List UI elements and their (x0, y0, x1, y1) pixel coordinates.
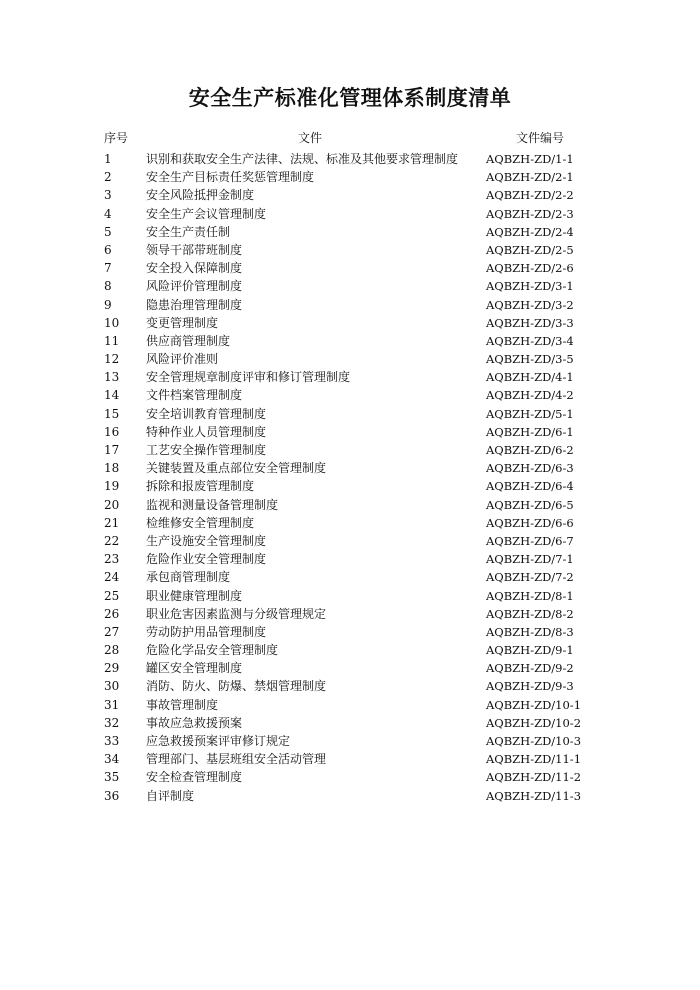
item-code: AQBZH-ZD/2-4 (486, 224, 574, 239)
list-item (0, 477, 700, 495)
item-code: AQBZH-ZD/3-1 (486, 279, 574, 294)
item-name: 罐区安全管理制度 (146, 661, 243, 676)
list-item (0, 441, 700, 459)
item-name: 职业危害因素监测与分级管理规定 (146, 606, 327, 621)
item-number: 7 (104, 261, 112, 276)
list-item (0, 386, 700, 404)
item-name: 风险评价准则 (146, 352, 219, 367)
header-code: 文件编号 (516, 131, 565, 145)
item-number: 26 (104, 606, 120, 621)
item-number: 28 (104, 643, 120, 658)
list-item (0, 350, 700, 368)
item-name: 风险评价管理制度 (146, 279, 243, 294)
item-number: 11 (104, 333, 120, 348)
list-item (0, 186, 700, 204)
list-item (0, 550, 700, 568)
item-code: AQBZH-ZD/9-1 (486, 643, 574, 658)
item-number: 3 (104, 188, 112, 203)
item-name: 特种作业人员管理制度 (146, 424, 267, 439)
list-item (0, 277, 700, 295)
item-name: 检维修安全管理制度 (146, 515, 255, 530)
item-name: 自评制度 (146, 788, 195, 803)
list-item (0, 714, 700, 732)
item-number: 13 (104, 370, 120, 385)
item-code: AQBZH-ZD/8-2 (486, 606, 574, 621)
item-number: 20 (104, 497, 120, 512)
document-list (0, 128, 700, 805)
item-code: AQBZH-ZD/2-6 (486, 261, 574, 276)
item-name: 管理部门、基层班组安全活动管理 (146, 752, 327, 767)
item-name: 危险作业安全管理制度 (146, 552, 267, 567)
item-name: 变更管理制度 (146, 315, 219, 330)
item-name: 安全生产责任制 (146, 224, 231, 239)
item-name: 职业健康管理制度 (146, 588, 243, 603)
item-code: AQBZH-ZD/11-3 (486, 788, 582, 803)
list-item (0, 623, 700, 641)
item-code: AQBZH-ZD/10-2 (486, 715, 582, 730)
item-number: 31 (104, 697, 120, 712)
item-code: AQBZH-ZD/10-3 (486, 734, 582, 748)
item-code: AQBZH-ZD/6-7 (486, 533, 574, 548)
item-code: AQBZH-ZD/3-3 (486, 315, 574, 330)
item-code: AQBZH-ZD/6-1 (486, 424, 574, 439)
item-name: 安全生产会议管理制度 (146, 206, 267, 221)
item-name: 生产设施安全管理制度 (146, 533, 267, 548)
list-item (0, 405, 700, 423)
list-item (0, 732, 700, 750)
list-rows (0, 150, 700, 805)
list-item (0, 677, 700, 695)
item-number: 18 (104, 461, 120, 476)
item-code: AQBZH-ZD/8-1 (486, 588, 574, 603)
list-item (0, 296, 700, 314)
list-item (0, 168, 700, 186)
list-item (0, 605, 700, 623)
item-number: 33 (104, 734, 120, 748)
item-number: 35 (104, 770, 120, 785)
list-item (0, 568, 700, 586)
item-number: 34 (104, 752, 120, 767)
item-number: 2 (104, 170, 112, 185)
item-code: AQBZH-ZD/7-1 (486, 552, 574, 567)
item-code: AQBZH-ZD/4-2 (486, 388, 574, 403)
item-name: 安全检查管理制度 (146, 770, 243, 785)
item-code: AQBZH-ZD/7-2 (486, 570, 574, 585)
item-name: 事故应急救援预案 (146, 715, 243, 730)
header-no: 序号 (104, 131, 129, 145)
item-code: AQBZH-ZD/2-1 (486, 170, 574, 185)
item-number: 6 (104, 242, 112, 257)
item-number: 14 (104, 388, 120, 403)
list-header (0, 128, 700, 150)
item-code: AQBZH-ZD/3-5 (486, 352, 574, 367)
item-name: 事故管理制度 (146, 697, 219, 712)
item-code: AQBZH-ZD/6-4 (486, 479, 574, 494)
item-number: 8 (104, 279, 112, 294)
item-name: 领导干部带班制度 (146, 242, 243, 257)
list-item (0, 332, 700, 350)
item-number: 21 (104, 515, 120, 530)
item-name: 危险化学品安全管理制度 (146, 643, 279, 658)
item-name: 劳动防护用品管理制度 (146, 624, 267, 639)
list-item (0, 659, 700, 677)
item-name: 承包商管理制度 (146, 570, 231, 585)
list-item (0, 496, 700, 514)
list-item (0, 641, 700, 659)
item-number: 32 (104, 715, 120, 730)
item-number: 4 (104, 206, 112, 221)
item-number: 5 (104, 224, 112, 239)
item-code: AQBZH-ZD/4-1 (486, 370, 574, 385)
list-item (0, 459, 700, 477)
item-code: AQBZH-ZD/6-2 (486, 443, 574, 457)
item-name: 文件档案管理制度 (146, 388, 243, 403)
list-item (0, 768, 700, 786)
item-number: 30 (104, 679, 120, 694)
item-number: 9 (104, 297, 112, 312)
item-code: AQBZH-ZD/2-3 (486, 206, 574, 221)
item-name: 应急救援预案评审修订规定 (146, 734, 291, 748)
item-number: 16 (104, 424, 120, 439)
item-number: 24 (104, 570, 120, 585)
item-number: 12 (104, 352, 120, 367)
item-number: 19 (104, 479, 120, 494)
item-name: 工艺安全操作管理制度 (146, 443, 267, 457)
list-item (0, 587, 700, 605)
item-name: 识别和获取安全生产法律、法规、标准及其他要求管理制度 (146, 152, 459, 166)
list-item (0, 532, 700, 550)
item-code: AQBZH-ZD/11-1 (486, 752, 582, 767)
list-item (0, 205, 700, 223)
item-code: AQBZH-ZD/11-2 (486, 770, 582, 785)
item-number: 17 (104, 443, 120, 457)
item-name: 安全风险抵押金制度 (146, 188, 255, 203)
item-number: 1 (104, 152, 112, 166)
item-name: 拆除和报废管理制度 (146, 479, 255, 494)
item-name: 安全培训教育管理制度 (146, 406, 267, 421)
item-number: 25 (104, 588, 120, 603)
item-number: 23 (104, 552, 120, 567)
item-number: 36 (104, 788, 120, 803)
header-name: 文件 (298, 131, 323, 145)
item-code: AQBZH-ZD/1-1 (486, 152, 574, 166)
item-number: 22 (104, 533, 120, 548)
item-code: AQBZH-ZD/9-3 (486, 679, 574, 694)
list-item (0, 314, 700, 332)
item-code: AQBZH-ZD/6-6 (486, 515, 574, 530)
item-number: 27 (104, 624, 120, 639)
item-code: AQBZH-ZD/3-4 (486, 333, 574, 348)
list-item (0, 787, 700, 805)
item-number: 15 (104, 406, 120, 421)
item-code: AQBZH-ZD/6-5 (486, 497, 574, 512)
item-code: AQBZH-ZD/9-2 (486, 661, 574, 676)
item-code: AQBZH-ZD/3-2 (486, 297, 574, 312)
item-number: 10 (104, 315, 120, 330)
item-number: 29 (104, 661, 120, 676)
item-name: 关键装置及重点部位安全管理制度 (146, 461, 327, 476)
page-title: 安全生产标准化管理体系制度清单 (188, 85, 512, 110)
item-code: AQBZH-ZD/2-5 (486, 242, 574, 257)
item-name: 消防、防火、防爆、禁烟管理制度 (146, 679, 327, 694)
item-name: 安全管理规章制度评审和修订管理制度 (146, 370, 351, 385)
item-name: 安全投入保障制度 (146, 261, 243, 276)
list-item (0, 368, 700, 386)
item-code: AQBZH-ZD/10-1 (486, 697, 582, 712)
list-item (0, 241, 700, 259)
item-code: AQBZH-ZD/8-3 (486, 624, 574, 639)
item-code: AQBZH-ZD/5-1 (486, 406, 574, 421)
item-name: 监视和测量设备管理制度 (146, 497, 279, 512)
item-name: 隐患治理管理制度 (146, 297, 243, 312)
item-code: AQBZH-ZD/6-3 (486, 461, 574, 476)
list-item (0, 223, 700, 241)
list-item (0, 259, 700, 277)
item-name: 安全生产目标责任奖惩管理制度 (146, 170, 315, 185)
item-name: 供应商管理制度 (146, 333, 231, 348)
list-item (0, 150, 700, 168)
list-item (0, 696, 700, 714)
list-item (0, 514, 700, 532)
item-code: AQBZH-ZD/2-2 (486, 188, 574, 203)
list-item (0, 423, 700, 441)
list-item (0, 750, 700, 768)
